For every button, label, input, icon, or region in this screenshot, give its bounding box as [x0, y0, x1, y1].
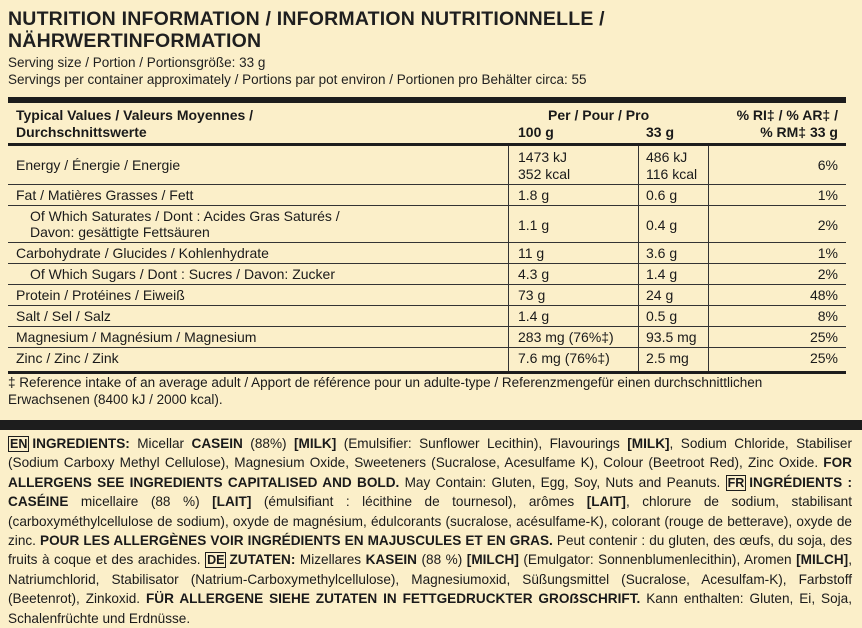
value-per-100g: 1473 kJ [518, 149, 568, 165]
value-per-serving: 0.5 g [646, 308, 678, 324]
allergen-text: CASEIN [191, 436, 243, 451]
language-badge-en: EN [10, 437, 28, 451]
footnote-line-2: Erwachsenen (8400 kJ / 2000 kcal). [8, 392, 223, 407]
ingredients-text: , Natriumchlorid, Stabilisator (Natrium-Carboxymethylcellulose), Magnesiumoxid, Süßungsmittel (Sucralose, Acesulfam-K), Farbstoff (Beetenrot), Zinkoxid. [8, 552, 852, 607]
label-title [8, 8, 848, 52]
ingredients-text: , chlorure de sodium, stabilisant (carboxyméthylcellulose de sodium), oxyde de magnésium, édulcorants (sucralose, acésulfame-K), colorant (rouge de betterave), oxyde de zinc. [8, 494, 852, 549]
table-row [8, 243, 846, 264]
ingredients-text: , Sodium Chloride, Stabiliser (Sodium Carboxy Methyl Cellulose), Magnesium Oxide, Sweeteners (Sucralose, Acesulfame K), Colour (Beetroot Red), Zinc Oxide. [8, 436, 853, 471]
value-per-serving: 1.4 g [646, 266, 678, 282]
value-per-100g: 1.1 g [518, 217, 550, 233]
value-per-serving: 0.4 g [646, 217, 678, 233]
header-label-1: Typical Values / Valeurs Moyennes / [16, 107, 254, 123]
nutrient-label: Zinc / Zinc / Zink [16, 350, 119, 366]
language-badge-fr: FR [727, 475, 745, 490]
table-row [8, 327, 846, 348]
column-divider [508, 146, 509, 371]
table-row [8, 206, 846, 243]
ingredients-text: (émulsifiant : lécithine de tournesol), arômes [251, 494, 587, 510]
header-ri-2: % RM‡ 33 g [760, 124, 838, 140]
header-per: Per / Pour / Pro [548, 107, 650, 123]
value-ri: 1% [817, 187, 838, 203]
footnote [8, 374, 838, 408]
value-per-100g: 1.4 g [518, 308, 550, 324]
ingredients-heading-en: INGREDIENTS: [32, 436, 130, 451]
value-per-serving: 0.6 g [646, 187, 678, 203]
table-row [8, 185, 846, 206]
header-per-100g: 100 g [518, 124, 554, 140]
header-label-2: Durchschnittswerte [16, 124, 147, 140]
title-line-1: NUTRITION INFORMATION / INFORMATION NUTRITIONNELLE / [8, 8, 605, 30]
value-per-100g: 4.3 g [518, 266, 550, 282]
value-ri: 8% [817, 308, 838, 324]
value-per-serving-kcal: 116 kcal [646, 166, 698, 182]
value-per-serving: 93.5 mg [646, 329, 697, 345]
ingredients-text: (88%) [242, 436, 294, 451]
value-per-100g: 7.6 mg (76%‡) [518, 350, 610, 366]
ingredients-text: Mizellares [295, 552, 366, 568]
ingredients-text: (88 %) [417, 552, 467, 568]
servings-per-container: Servings per container approximately / Portions par pot environ / Portionen pro Behälter circa: 55 [8, 72, 587, 87]
value-per-100g: 1.8 g [518, 187, 550, 203]
allergen-text: [LAIT] [586, 494, 626, 510]
allergen-text: [MILK] [294, 436, 337, 451]
value-per-100g-kcal: 352 kcal [518, 166, 571, 182]
ingredients-text: Peut contenir : du gluten, des œufs, du soja, des fruits à coque et des arachides. [8, 533, 852, 568]
allergen-text: [LAIT] [212, 494, 252, 510]
value-per-serving: 2.5 mg [646, 350, 689, 366]
nutrient-label: Fat / Matières Grasses / Fett [16, 187, 194, 203]
allergen-notice: FOR ALLERGENS SEE INGREDIENTS CAPITALISED AND BOLD. [8, 455, 852, 490]
nutrient-label: Protein / Protéines / Eiweiß [16, 287, 185, 303]
language-badge-de: DE [207, 553, 225, 568]
section-divider [0, 420, 862, 430]
table-row [8, 348, 846, 370]
header-ri-1: % RI‡ / % AR‡ / [736, 107, 838, 123]
allergen-text: [MILCH] [796, 552, 849, 568]
table-row [8, 306, 846, 327]
title-line-2: NÄHRWERTINFORMATION [8, 30, 262, 52]
ingredients-text: May Contain: Gluten, Egg, Soy, Nuts and Peanuts. [399, 474, 726, 490]
ingredients-heading-de: ZUTATEN: [229, 552, 296, 568]
value-ri: 48% [809, 287, 838, 303]
ingredients-text: Micellar [129, 436, 192, 451]
allergen-text: KASEIN [365, 552, 417, 568]
table-row [8, 146, 846, 185]
allergen-text: [MILK] [627, 436, 670, 451]
ingredients-text: micellaire (88 %) [68, 494, 213, 510]
allergen-text: [MILCH] [466, 552, 519, 568]
serving-size: Serving size / Portion / Portionsgröße: 33 g [8, 55, 266, 70]
nutrient-label: Of Which Saturates / Dont : Acides Gras Saturés / [30, 208, 340, 224]
nutrition-table [8, 97, 846, 418]
nutrient-label: Salt / Sel / Salz [16, 308, 111, 324]
value-per-serving: 3.6 g [646, 245, 678, 261]
ingredients-heading-fr: INGRÉDIENTS : CASÉINE [8, 474, 853, 510]
ingredients-block [8, 434, 852, 628]
value-ri: 2% [817, 266, 838, 282]
nutrient-label-line-2: Davon: gesättigte Fettsäuren [30, 224, 210, 240]
footnote-line-1: ‡ Reference intake of an average adult / Apport de référence pour un adulte-type / Referenzmengefür einen durchschnittlichen [8, 375, 763, 390]
column-divider [708, 146, 709, 371]
column-divider [638, 146, 639, 371]
value-per-100g: 283 mg (76%‡) [518, 329, 614, 345]
value-ri: 6% [817, 157, 838, 173]
table-header [8, 103, 846, 146]
nutrient-label: Carbohydrate / Glucides / Kohlenhydrate [16, 245, 269, 261]
value-ri: 25% [809, 329, 838, 345]
value-per-100g: 11 g [518, 245, 545, 261]
nutrient-label: Magnesium / Magnésium / Magnesium [16, 329, 257, 345]
value-per-100g: 73 g [518, 287, 546, 303]
table-row [8, 285, 846, 306]
allergen-notice: FÜR ALLERGENE SIEHE ZUTATEN IN FETTGEDRUCKTER GROẞSCHRIFT. [146, 591, 641, 607]
value-ri: 1% [817, 245, 838, 261]
value-ri: 25% [809, 350, 838, 366]
value-per-serving: 24 g [646, 287, 674, 303]
ingredients-text: (Emulsifier: Sunflower Lecithin), Flavourings [336, 436, 628, 451]
table-row [8, 264, 846, 285]
header-per-serving: 33 g [646, 124, 675, 140]
nutrient-label: Energy / Énergie / Energie [16, 157, 181, 173]
value-ri: 2% [817, 217, 838, 233]
nutrient-label: Of Which Sugars / Dont : Sucres / Davon: Zucker [30, 266, 335, 282]
value-per-serving: 486 kJ [646, 149, 688, 165]
ingredients-text: (Emulgator: Sonnenblumenlecithin), Aromen [518, 552, 797, 568]
ingredients-text: Kann enthalten: Gluten, Ei, Soja, Schalenfrüchte und Erdnüsse. [8, 591, 852, 626]
allergen-notice: POUR LES ALLERGÈNES VOIR INGRÉDIENTS EN MAJUSCULES ET EN GRAS. [40, 533, 553, 549]
